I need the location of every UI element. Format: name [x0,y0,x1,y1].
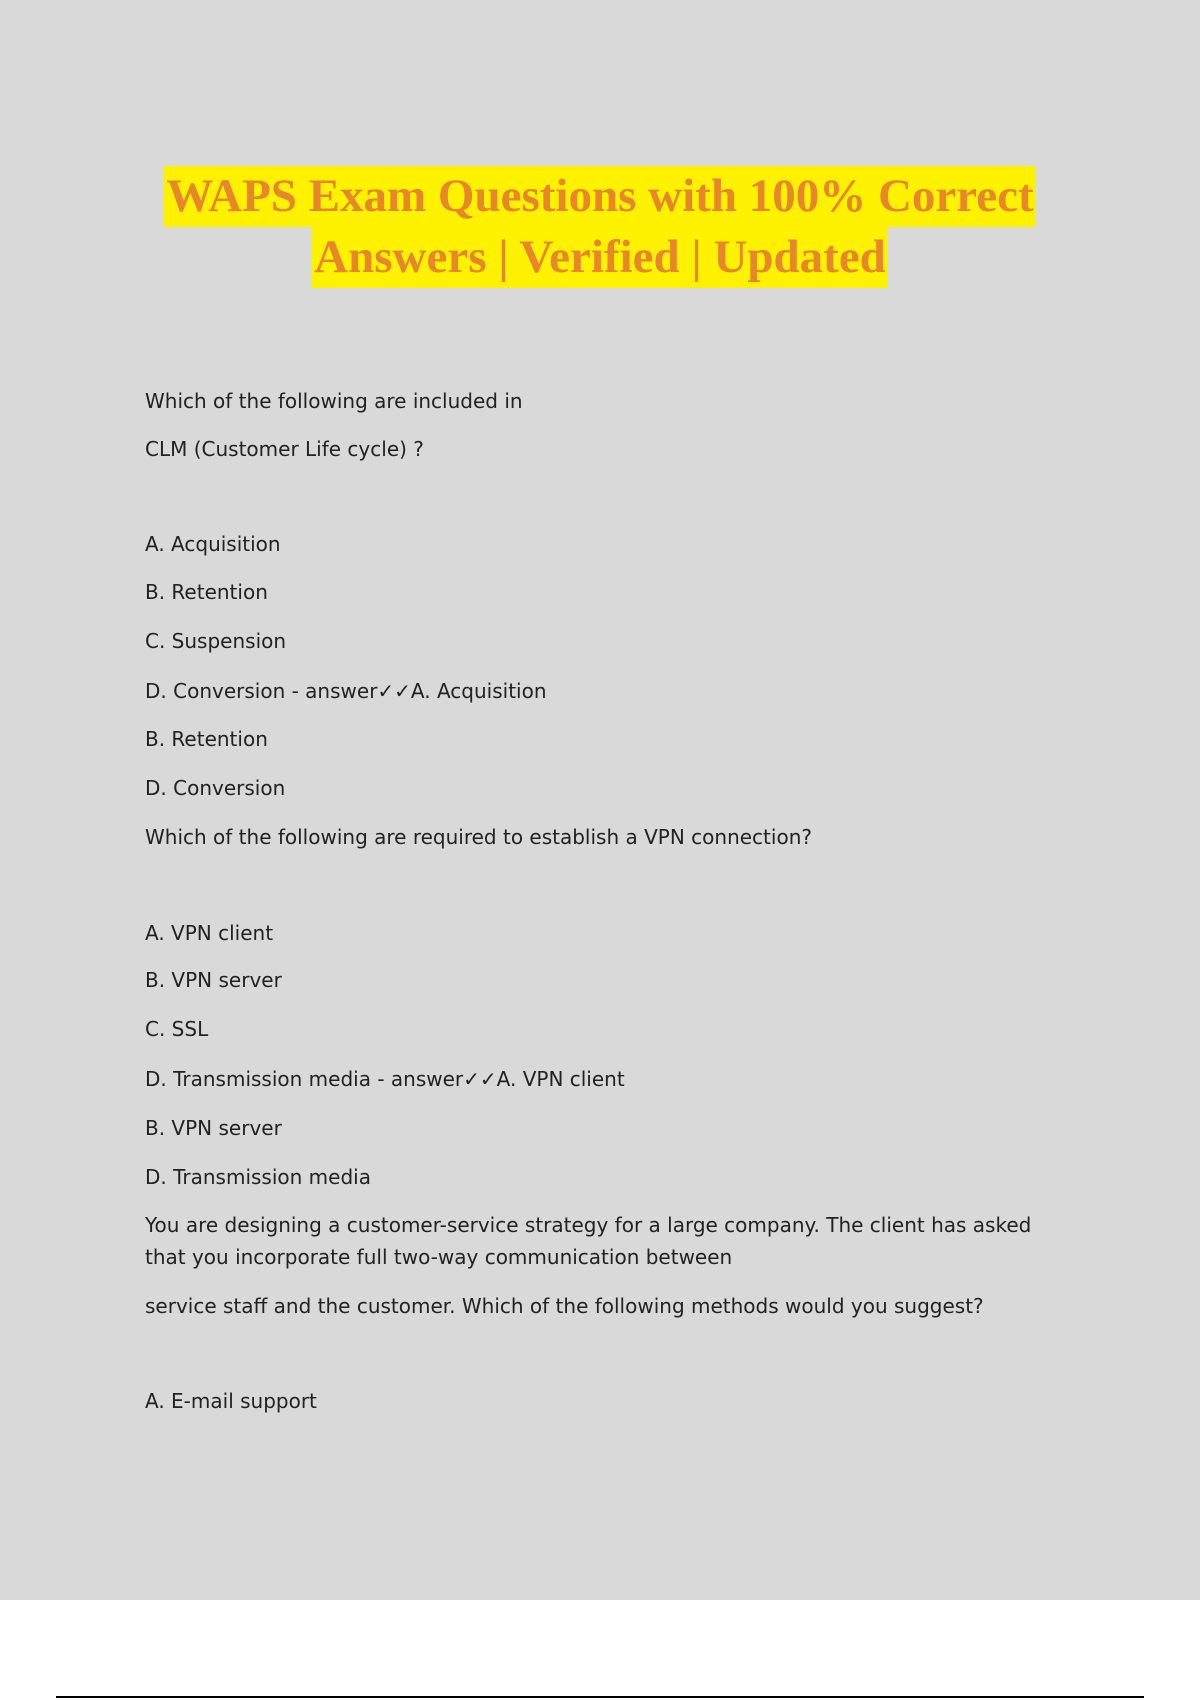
title-line-1: WAPS Exam Questions with 100% Correct [164,166,1035,227]
question-1-line-1: Which of the following are included in [145,389,523,413]
question-2-option-a: A. VPN client [145,921,274,945]
question-1-option-b: B. Retention [145,580,268,604]
question-2-answer-line: D. Transmission media - answer✓✓A. VPN client [145,1067,625,1091]
question-2-answer-b: B. VPN server [145,1116,282,1140]
question-2-text: Which of the following are required to establish a VPN connection? [145,825,812,849]
question-3-option-a: A. E-mail support [145,1389,317,1413]
document-title [0,166,1200,288]
question-2-option-b: B. VPN server [145,968,282,992]
question-2-option-c: C. SSL [145,1017,209,1041]
title-line-2: Answers | Verified | Updated [312,227,888,288]
question-1-answer-d: D. Conversion [145,776,286,800]
question-1-line-2: CLM (Customer Life cycle) ? [145,437,424,461]
question-1-answer-line: D. Conversion - answer✓✓A. Acquisition [145,679,547,703]
question-1-option-a: A. Acquisition [145,532,281,556]
question-3-text: You are designing a customer-service strategy for a large company. The client has asked that you incorporate full two-way communication between [145,1213,1032,1269]
question-3-text-continued: service staff and the customer. Which of the following methods would you suggest? [145,1294,984,1318]
question-1-option-c: C. Suspension [145,629,287,653]
question-1-answer-b: B. Retention [145,727,268,751]
footer-divider [56,1696,1144,1698]
question-2-answer-d: D. Transmission media [145,1165,371,1189]
